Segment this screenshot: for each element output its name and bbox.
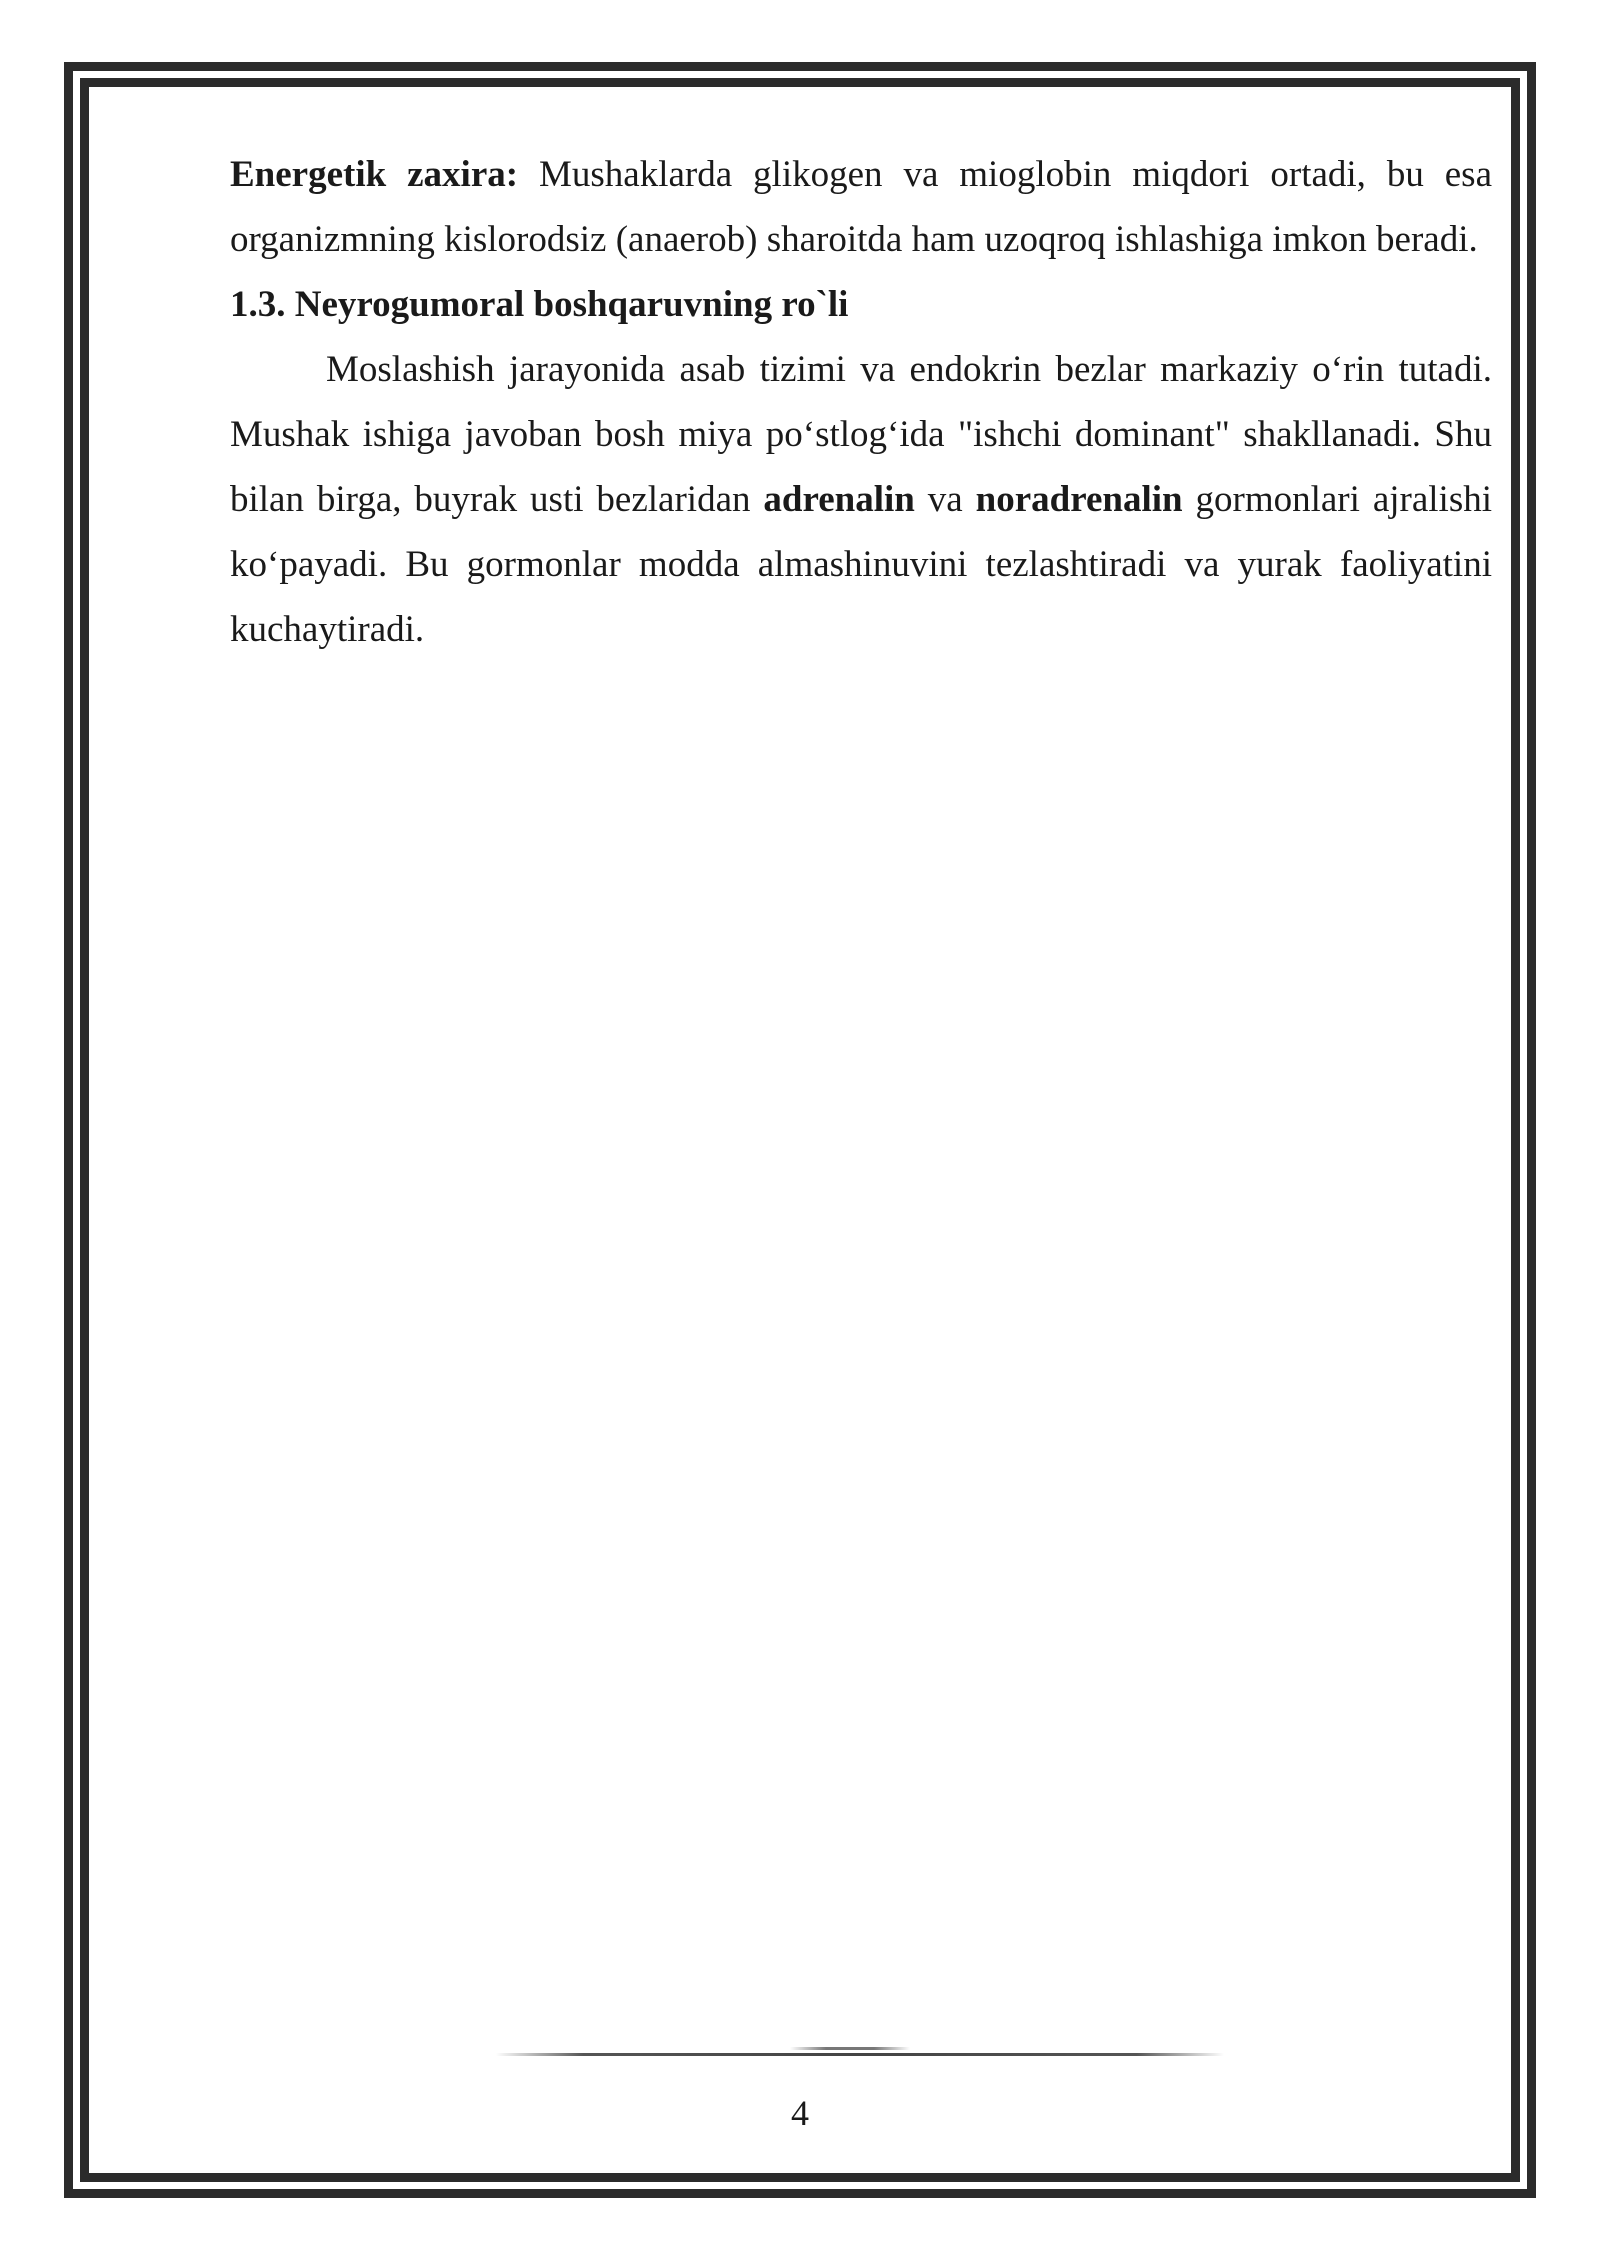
- footer-divider-accent: [790, 2047, 910, 2050]
- paragraph-text: Mushaklarda glikogen va mioglobin miqdori ortadi, bu esa organizmning kislorodsiz (anaerob) sharoitda ham uzoqroq ishlashiga imkon beradi.: [230, 154, 1492, 260]
- paragraph-bold-lead: Energetik zaxira:: [230, 154, 519, 195]
- paragraph-text-after: gormonlari ajralishi ko‘payadi. Bu gormonlar modda almashinuvini tezlashtiradi va yurak faoliyatini kuchaytiradi.: [230, 479, 1492, 650]
- section-heading: 1.3. Neyrogumoral boshqaruvning ro`li: [230, 284, 849, 325]
- bold-term-noradrenalin: noradrenalin: [975, 479, 1183, 520]
- paragraph-text-middle: va: [914, 479, 976, 520]
- paragraph-energetik-zaxira: [230, 142, 1492, 272]
- paragraph-text-before: Moslashish jarayonida asab tizimi va endokrin bezlar markaziy o‘rin tutadi. Mushak ishiga javoban bosh miya po‘stlog‘ida "ishchi dominant" shakllanadi. Shu bilan birga, buyrak usti bezlaridan: [230, 349, 1492, 520]
- page-number: 4: [791, 2093, 809, 2133]
- footer-divider: [496, 2053, 1224, 2056]
- bold-term-adrenalin: adrenalin: [763, 479, 915, 520]
- paragraph-neyrogumoral: [230, 337, 1492, 662]
- document-body: [230, 142, 1492, 662]
